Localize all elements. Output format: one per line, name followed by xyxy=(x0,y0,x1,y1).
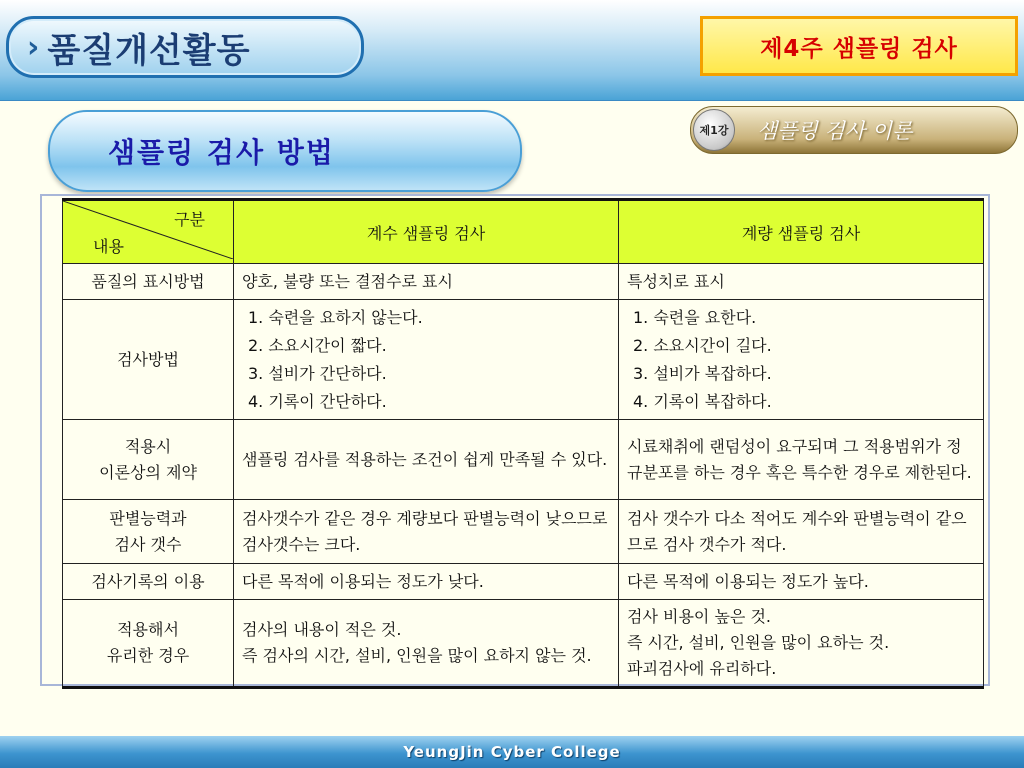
title-pill xyxy=(6,16,364,78)
column-header-variable: 계량 샘플링 검사 xyxy=(619,200,984,264)
cell-line: 품질의 표시방법 xyxy=(91,271,205,291)
cell-line: 3. 설비가 복잡하다. xyxy=(633,363,772,383)
page-title: 품질개선활동 xyxy=(47,30,251,71)
corner-bottom-label: 내용 xyxy=(93,237,124,256)
section-title: 샘플링 검사 방법 xyxy=(108,136,335,169)
lecture-badge xyxy=(690,106,1018,154)
cell-line: 검사 갯수가 다소 적어도 계수와 판별능력이 같으므로 검사 갯수가 적다. xyxy=(627,508,967,554)
cell-line: 검사갯수가 같은 경우 계량보다 판별능력이 낮으므로 검사갯수는 크다. xyxy=(242,508,608,554)
table-row xyxy=(63,564,984,600)
table-header-row xyxy=(63,200,984,264)
cell-line: 다른 목적에 이용되는 정도가 낮다. xyxy=(242,571,484,591)
section-pill xyxy=(48,110,522,192)
column-header-attribute: 계수 샘플링 검사 xyxy=(234,200,619,264)
row-header-cell xyxy=(63,500,234,564)
cell-line: 양호, 불량 또는 결점수로 표시 xyxy=(242,271,453,291)
cell-line: 검사의 내용이 적은 것. xyxy=(242,620,402,639)
cell-line: 검사기록의 이용 xyxy=(91,571,205,591)
cell-line: 검사방법 xyxy=(117,349,179,369)
chevron-right-icon: › xyxy=(27,29,40,65)
cell-line: 1. 숙련을 요한다. xyxy=(633,307,757,327)
variable-cell xyxy=(619,500,984,564)
cell-line: 1. 숙련을 요하지 않는다. xyxy=(248,307,423,327)
cell-line: 파괴검사에 유리하다. xyxy=(627,659,777,678)
cell-line: 적용시 xyxy=(124,436,172,456)
lecture-number-badge: 제1강 xyxy=(693,109,735,151)
week-label: 제4주 샘플링 검사 xyxy=(700,16,1018,76)
cell-line: 이론상의 제약 xyxy=(99,462,197,482)
cell-line: 즉 검사의 시간, 설비, 인원을 많이 요하지 않는 것. xyxy=(242,646,592,665)
cell-line: 적용해서 xyxy=(117,620,179,639)
cell-line: 2. 소요시간이 길다. xyxy=(633,335,772,355)
footer-bar: YeungJin Cyber College xyxy=(0,736,1024,768)
cell-line: 시료채취에 랜덤성이 요구되며 그 적용범위가 정규분포를 하는 경우 혹은 특수한 경우로 제한된다. xyxy=(627,436,972,482)
variable-cell xyxy=(619,264,984,300)
cell-line: 샘플링 검사를 적용하는 조건이 쉽게 만족될 수 있다. xyxy=(242,449,608,469)
attribute-cell xyxy=(234,300,619,420)
variable-cell xyxy=(619,564,984,600)
cell-line: 3. 설비가 간단하다. xyxy=(248,363,387,383)
corner-cell xyxy=(63,200,234,264)
attribute-cell xyxy=(234,600,619,688)
variable-cell xyxy=(619,300,984,420)
table-row xyxy=(63,300,984,420)
attribute-cell xyxy=(234,420,619,500)
row-header-cell xyxy=(63,600,234,688)
row-header-cell xyxy=(63,264,234,300)
row-header-cell xyxy=(63,420,234,500)
attribute-cell xyxy=(234,564,619,600)
attribute-cell xyxy=(234,500,619,564)
row-header-cell xyxy=(63,300,234,420)
diagonal-divider xyxy=(63,201,233,259)
cell-line: 유리한 경우 xyxy=(106,646,190,665)
cell-line: 4. 기록이 복잡하다. xyxy=(633,391,772,411)
table-frame xyxy=(40,194,990,686)
comparison-table xyxy=(62,198,984,689)
cell-line: 검사 비용이 높은 것. xyxy=(627,607,771,626)
lecture-title: 샘플링 검사 이론 xyxy=(757,119,913,143)
cell-line: 다른 목적에 이용되는 정도가 높다. xyxy=(627,571,869,591)
table-row xyxy=(63,420,984,500)
cell-line: 특성치로 표시 xyxy=(627,271,725,291)
cell-line: 판별능력과 xyxy=(109,508,187,528)
cell-line: 4. 기록이 간단하다. xyxy=(248,391,387,411)
variable-cell xyxy=(619,420,984,500)
cell-line: 즉 시간, 설비, 인원을 많이 요하는 것. xyxy=(627,633,890,652)
table-row xyxy=(63,264,984,300)
row-header-cell xyxy=(63,564,234,600)
table-row xyxy=(63,500,984,564)
table-row xyxy=(63,600,984,688)
variable-cell xyxy=(619,600,984,688)
cell-line: 검사 갯수 xyxy=(114,534,182,554)
corner-top-label: 구분 xyxy=(174,210,205,229)
cell-line: 2. 소요시간이 짧다. xyxy=(248,335,387,355)
attribute-cell xyxy=(234,264,619,300)
